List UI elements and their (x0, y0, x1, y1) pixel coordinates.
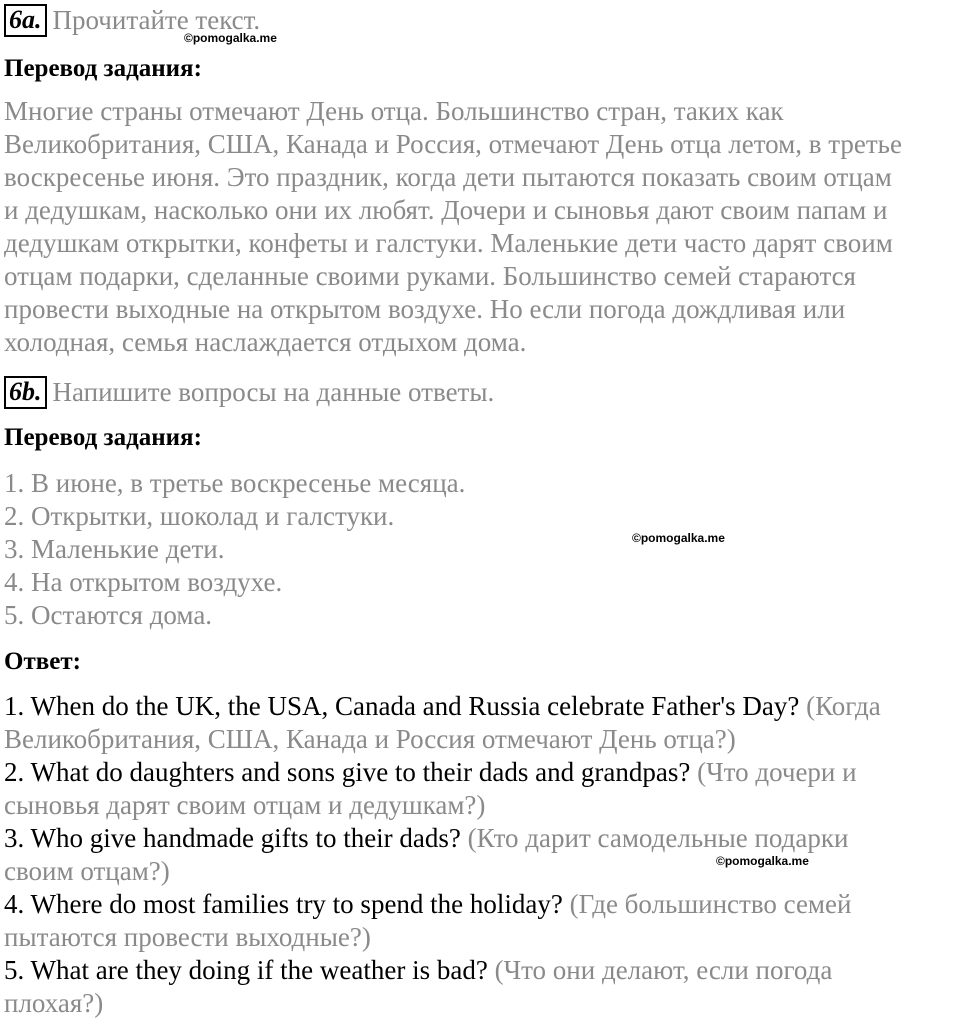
question-russian-continuation: своим отцам?) (4, 856, 170, 886)
question-english: 1. When do the UK, the USA, Canada and Russia celebrate Father's Day? (4, 691, 800, 721)
question-item (4, 756, 857, 789)
text-line: холодная, семья наслаждается отдыхом дома. (4, 327, 527, 357)
given-answer-item: 3. Маленькие дети. (4, 534, 225, 564)
watermark: ©pomogalka.me (184, 31, 277, 45)
given-answer-item: 2. Открытки, шоколад и галстуки. (4, 501, 395, 531)
question-item (4, 954, 832, 987)
watermark: ©pomogalka.me (632, 531, 725, 545)
text-line: и дедушкам, насколько они их любят. Дочери и сыновья дают своим папам и (4, 195, 888, 225)
question-russian: (Когда (799, 691, 881, 721)
task-6b-instruction: Напишите вопросы на данные ответы. (52, 377, 495, 407)
task-6a-label: 6a. (4, 4, 47, 37)
question-russian: (Где большинство семей (562, 889, 852, 919)
question-item (4, 822, 848, 855)
given-answer-item: 1. В июне, в третье воскресенье месяца. (4, 468, 466, 498)
answer-heading: Ответ: (4, 648, 81, 675)
text-line: дедушкам открытки, конфеты и галстуки. Маленькие дети часто дарят своим (4, 228, 893, 258)
given-answer-item: 5. Остаются дома. (4, 600, 213, 630)
text-line: Многие страны отмечают День отца. Большинство стран, таких как (4, 96, 784, 126)
text-line: воскресенье июня. Это праздник, когда дети пытаются показать своим отцам (4, 162, 892, 192)
question-russian: (Кто дарит самодельные подарки (460, 823, 849, 853)
text-line: отцам подарки, сделанные своими руками. Большинство семей стараются (4, 261, 856, 291)
question-russian: (Что они делают, если погода (487, 955, 833, 985)
translation-heading: Перевод задания: (4, 424, 202, 451)
question-english: 3. Who give handmade gifts to their dads? (4, 823, 461, 853)
text-line: провести выходные на открытом воздухе. Но если погода дождливая или (4, 294, 846, 324)
text-line: Великобритания, США, Канада и Россия, отмечают День отца летом, в третье (4, 129, 902, 159)
question-item (4, 690, 881, 723)
watermark: ©pomogalka.me (716, 854, 809, 868)
question-english: 5. What are they doing if the weather is bad? (4, 955, 488, 985)
question-russian-continuation: плохая?) (4, 988, 104, 1018)
question-russian-continuation: сыновья дарят своим отцам и дедушкам?) (4, 790, 486, 820)
given-answer-item: 4. На открытом воздухе. (4, 567, 283, 597)
question-english: 2. What do daughters and sons give to their dads and grandpas? (4, 757, 691, 787)
question-russian: (Что дочери и (690, 757, 857, 787)
task-6b-header (4, 376, 494, 409)
question-russian-continuation: Великобритания, США, Канада и Россия отмечают День отца?) (4, 724, 736, 754)
question-english: 4. Where do most families try to spend the holiday? (4, 889, 563, 919)
question-item (4, 888, 851, 921)
translation-heading: Перевод задания: (4, 55, 202, 82)
task-6b-label: 6b. (4, 376, 47, 409)
question-russian-continuation: пытаются провести выходные?) (4, 922, 371, 952)
task-6a-instruction: Прочитайте текст. (52, 5, 261, 35)
